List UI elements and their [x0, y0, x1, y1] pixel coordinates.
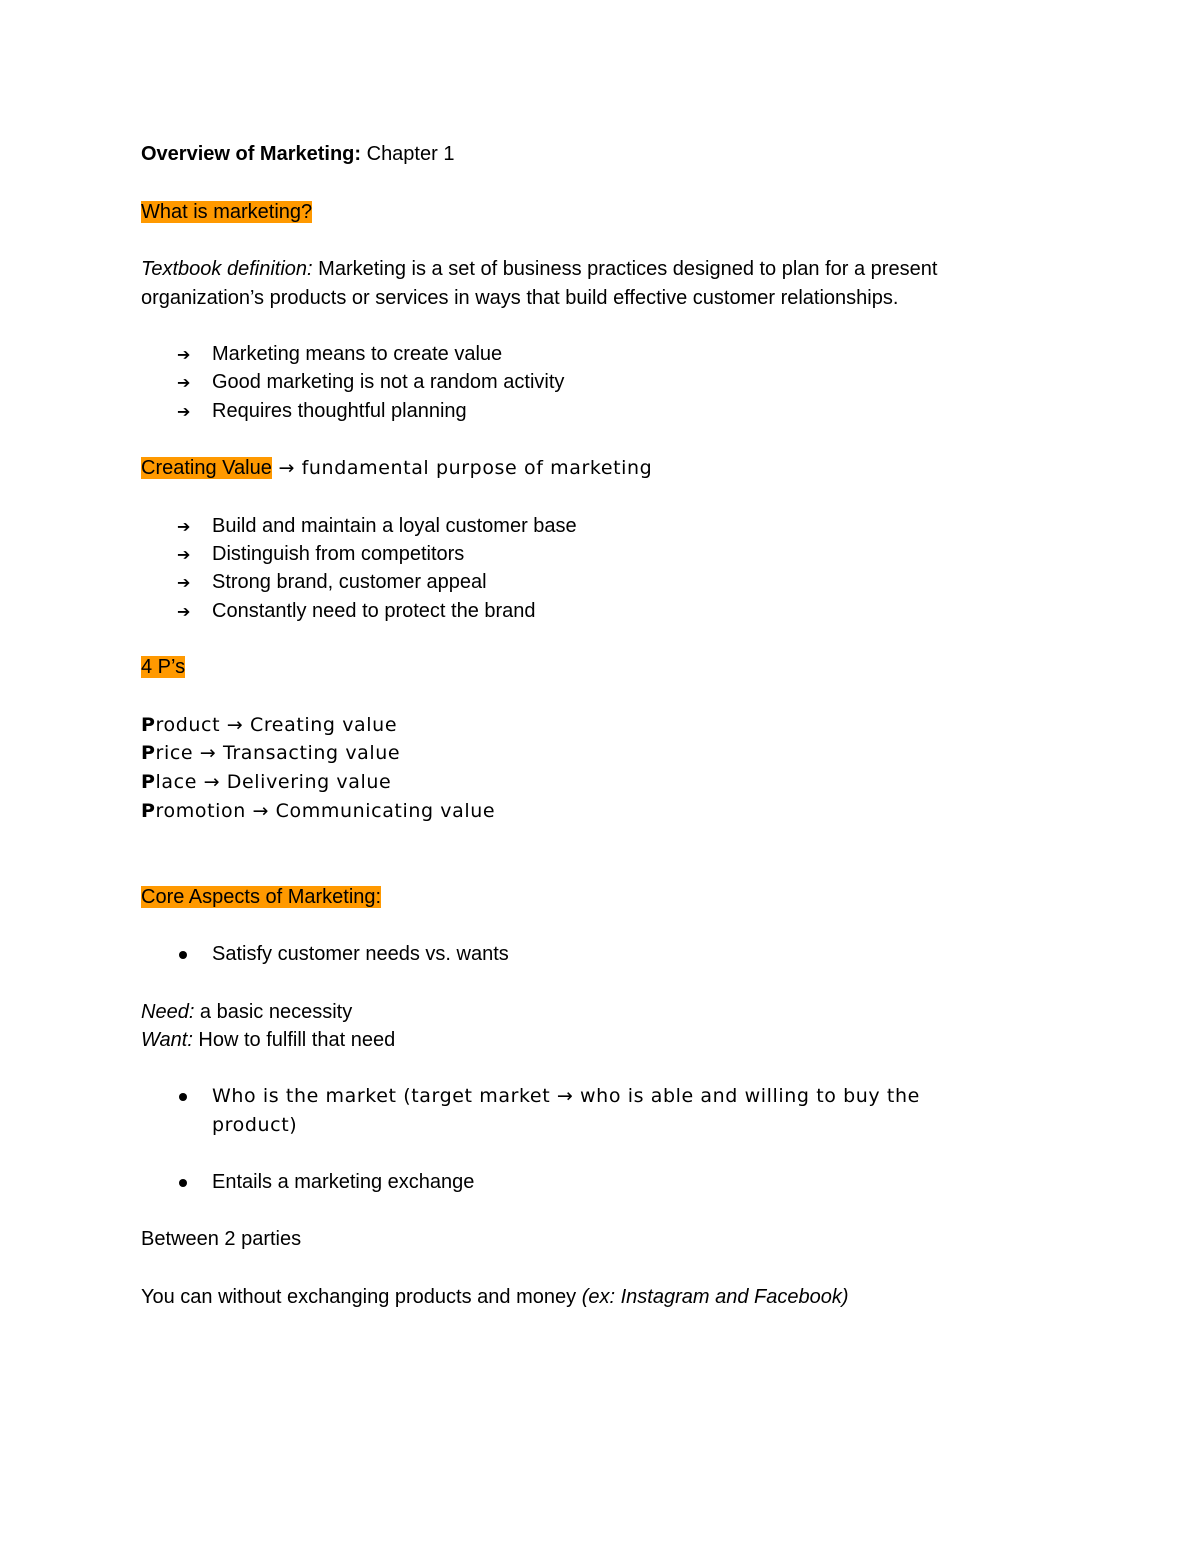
definition-text-1: Marketing is a set of business practices designed to plan for a present	[312, 258, 938, 280]
document-page	[141, 0, 1041, 1553]
highlighted-heading: Core Aspects of Marketing:	[141, 886, 382, 908]
list-item-text: Good marketing is not a random activity	[212, 371, 565, 393]
definition-text-2: organization’s products or services in ways that build effective customer relationships.	[141, 287, 899, 309]
list-item	[177, 1168, 474, 1197]
list-item-text: Distinguish from competitors	[212, 543, 465, 565]
list-item	[177, 540, 464, 570]
arrow-icon: ➔	[177, 573, 191, 592]
example-line	[141, 1283, 848, 1312]
arrow-icon: ➔	[177, 602, 191, 621]
list-item-text: Requires thoughtful planning	[212, 400, 467, 422]
p-text: lace → Delivering value	[155, 771, 392, 793]
list-item	[177, 397, 467, 427]
highlighted-heading: 4 P’s	[141, 656, 186, 678]
bullet-dot-icon	[177, 940, 212, 969]
example-text: You can without exchanging products and money	[141, 1286, 582, 1308]
example-italic: (ex: Instagram and Facebook)	[581, 1286, 849, 1308]
heading-what-is-marketing	[141, 198, 312, 227]
p-initial: P	[141, 771, 156, 793]
heading-rest: → fundamental purpose of marketing	[271, 457, 653, 479]
arrow-icon: ➔	[177, 517, 191, 536]
list-item-text: Entails a marketing exchange	[212, 1171, 475, 1193]
arrow-icon: ➔	[177, 402, 191, 421]
list-item-text: Satisfy customer needs vs. wants	[212, 943, 509, 965]
arrow-icon: ➔	[177, 373, 191, 392]
list-item-text: Who is the market (target market → who is able and willing to buy the product)	[212, 1085, 920, 1136]
highlighted-heading: Creating Value	[141, 457, 272, 479]
list-item	[177, 512, 577, 542]
p-item-promotion	[141, 797, 495, 826]
want-line	[141, 1026, 395, 1055]
p-item-product	[141, 711, 397, 740]
definition-label: Textbook definition:	[141, 258, 313, 280]
need-text: a basic necessity	[194, 1001, 353, 1023]
list-item	[177, 597, 536, 627]
p-item-price	[141, 739, 400, 768]
arrow-icon: ➔	[177, 545, 191, 564]
bullet-dot-icon	[177, 1082, 212, 1111]
title-rest: Chapter 1	[361, 143, 455, 165]
highlighted-heading: What is marketing?	[141, 201, 313, 223]
document-title	[141, 140, 454, 169]
want-label: Want:	[141, 1029, 193, 1051]
list-item-text: Build and maintain a loyal customer base	[212, 515, 577, 537]
p-text: rice → Transacting value	[155, 742, 401, 764]
heading-creating-value	[141, 454, 652, 483]
list-item	[177, 368, 564, 398]
p-initial: P	[141, 742, 156, 764]
list-item-text: Marketing means to create value	[212, 343, 503, 365]
between-parties	[141, 1225, 301, 1254]
list-item	[177, 340, 502, 370]
p-text: roduct → Creating value	[155, 714, 398, 736]
definition-line-1	[141, 255, 937, 284]
p-initial: P	[141, 800, 156, 822]
list-item-text: Strong brand, customer appeal	[212, 571, 487, 593]
need-label: Need:	[141, 1001, 195, 1023]
definition-line-2	[141, 284, 898, 313]
title-bold: Overview of Marketing:	[141, 143, 362, 165]
p-text: romotion → Communicating value	[155, 800, 496, 822]
list-item	[177, 940, 509, 969]
p-item-place	[141, 768, 391, 797]
list-item	[177, 568, 487, 598]
list-item	[177, 1082, 1007, 1139]
p-initial: P	[141, 714, 156, 736]
bullet-dot-icon	[177, 1168, 212, 1197]
heading-4ps	[141, 653, 185, 682]
want-text: How to fulfill that need	[192, 1029, 396, 1051]
between-text: Between 2 parties	[141, 1228, 302, 1250]
arrow-icon: ➔	[177, 345, 191, 364]
heading-core-aspects	[141, 883, 381, 912]
list-item-text: Constantly need to protect the brand	[212, 600, 536, 622]
need-line	[141, 998, 352, 1027]
